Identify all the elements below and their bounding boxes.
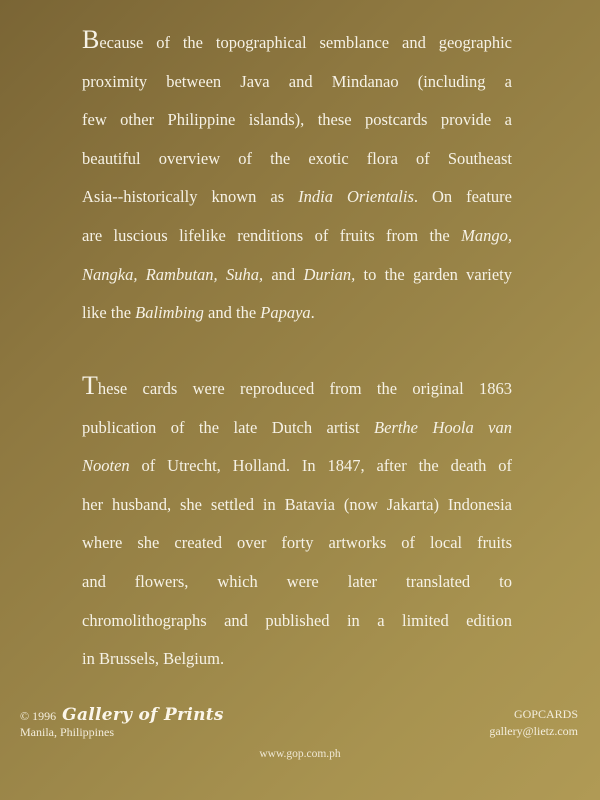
text-line <box>82 217 512 256</box>
website-url: www.gop.com.ph <box>259 748 341 760</box>
text-segment: few other Philippine islands), these postcards provide a <box>82 110 512 130</box>
italic-term: Berthe Hoola van <box>374 417 512 437</box>
text-segment: where she created over forty artworks of local fruits <box>82 533 512 553</box>
text-segment: chromolithographs and published in a limited edition <box>82 610 512 630</box>
text-line <box>82 524 512 563</box>
text-line <box>82 256 512 295</box>
text-line <box>82 602 512 641</box>
italic-term: Balimbing <box>135 303 204 323</box>
drop-cap: T <box>82 371 98 400</box>
copyright-text: © 1996 <box>20 709 57 723</box>
text-segment: hese cards were reproduced from the original 1863 <box>97 379 512 398</box>
text-segment: of Utrecht, Holland. In 1847, after the death of <box>129 456 512 476</box>
paragraph-origin <box>82 370 512 679</box>
text-segment: in Brussels, Belgium. <box>82 649 225 669</box>
publisher-location: Manila, Philippines <box>20 725 114 739</box>
text-line <box>82 447 512 486</box>
text-segment: and <box>263 264 304 284</box>
text-segment: like the <box>82 303 136 323</box>
text-line <box>82 63 512 102</box>
italic-term: Nooten <box>82 456 130 476</box>
publisher-logo: Gallery of Prints <box>62 705 224 725</box>
text-segment: her husband, she settled in Batavia (now Jakarta) Indonesia <box>82 494 512 514</box>
text-line <box>82 294 512 333</box>
text-line <box>82 370 512 409</box>
italic-term: Nangka, Rambutan, Suha, <box>82 264 264 284</box>
italic-term: Papaya <box>260 303 311 323</box>
text-segment: Asia--historically known as <box>82 187 299 207</box>
email-text: gallery@lietz.com <box>489 724 578 738</box>
text-line <box>82 101 512 140</box>
contact-block <box>489 706 578 740</box>
text-segment: to the garden variety <box>355 264 512 284</box>
paragraph-history <box>82 24 512 333</box>
series-name: GOPCARDS <box>513 707 578 721</box>
text-segment: proximity between Java and Mindanao (including a <box>82 71 512 91</box>
text-line <box>82 140 512 179</box>
drop-cap: B <box>82 25 100 54</box>
text-line <box>82 563 512 602</box>
text-segment: and the <box>203 303 261 323</box>
text-segment: and flowers, which were later translated to <box>82 571 512 591</box>
text-line <box>82 24 512 63</box>
italic-term: Mango, <box>461 225 512 245</box>
text-segment: are luscious lifelike renditions of fruits from the <box>82 225 462 245</box>
italic-term: Durian, <box>303 264 356 284</box>
italic-term: India Orientalis <box>298 187 414 207</box>
text-segment: ecause of the topographical semblance and geographic <box>99 33 512 52</box>
text-segment: beautiful overview of the exotic flora of Southeast <box>82 148 512 168</box>
text-segment: . On feature <box>413 187 512 207</box>
text-line <box>82 409 512 448</box>
text-segment: . <box>310 303 315 323</box>
publisher-block <box>20 705 224 740</box>
text-segment: publication of the late Dutch artist <box>82 417 375 437</box>
text-line <box>82 640 512 679</box>
text-line <box>82 486 512 525</box>
text-line <box>82 178 512 217</box>
